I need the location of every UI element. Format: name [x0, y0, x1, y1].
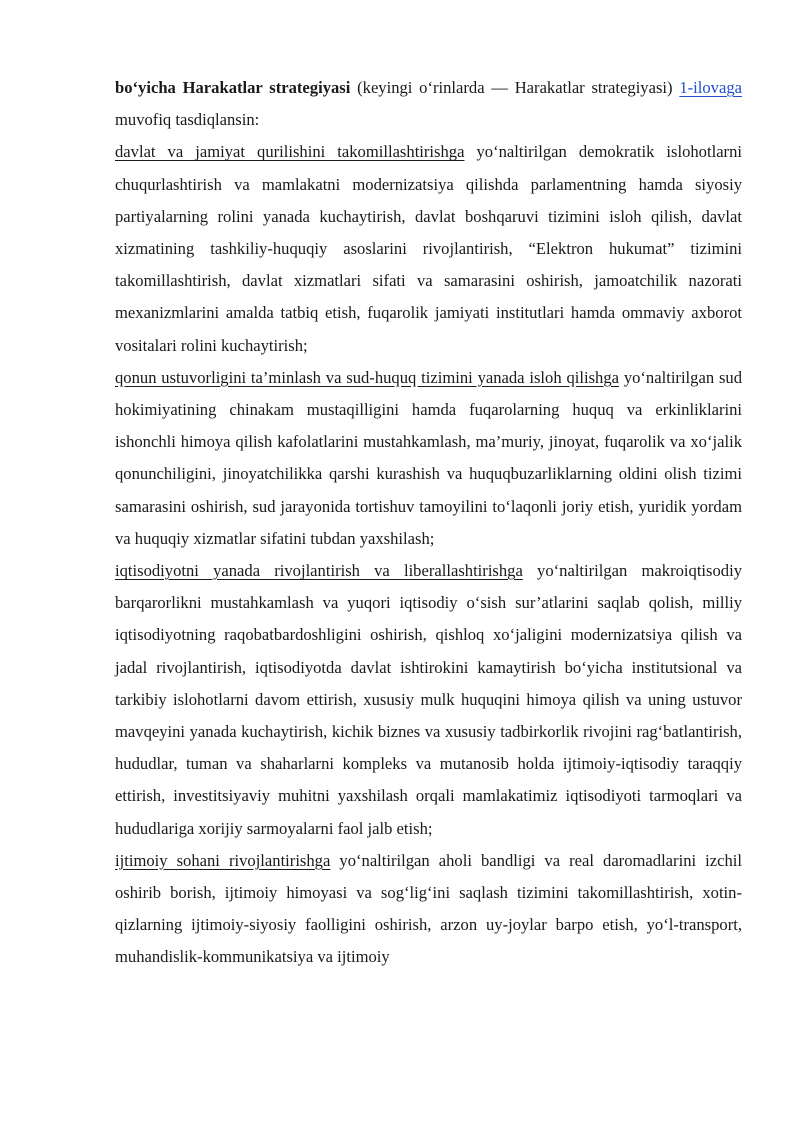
- priority-title: davlat va jamiyat qurilishini takomillashtirishga: [115, 142, 465, 162]
- priority-title: iqtisodiyotni yanada rivojlantirish va liberallashtirishga: [115, 561, 523, 581]
- priority-title: qonun ustuvorligini ta’minlash va sud-huquq tizimini yanada isloh qilishga: [115, 367, 619, 387]
- priority-item-2: [115, 362, 742, 555]
- intro-text-end: muvofiq tasdiqlansin:: [115, 110, 260, 130]
- priority-text: yo‘naltirilgan aholi bandligi va real daromadlarini izchil oshirib borish, ijtimoiy himoyasi va sog‘lig‘ini saqlash tizimini takomillashtirish, xotin-qizlarning ijtimoiy-siyosiy faolligini oshirish, arzon uy-joylar barpo etish, yo‘l-transport, muhandislik-kommunikatsiya va ijtimoiy: [115, 850, 742, 967]
- priority-item-3: [115, 555, 742, 845]
- priority-title: ijtimoiy sohani rivojlantirishga: [115, 850, 331, 870]
- priority-item-1: [115, 136, 742, 361]
- priority-text: yo‘naltirilgan demokratik islohotlarni chuqurlashtirish va mamlakatni modernizatsiya qilishda parlamentning hamda siyosiy partiyalarning rolini yanada kuchaytirish, davlat boshqaruvi tizimini isloh qilish, davlat xizmatining tashkiliy-huquqiy asoslarini rivojlantirish, “Elektron hukumat” tizimini takomillashtirish, davlat xizmatlari sifati va samarasini oshirish, jamoatchilik nazorati mexanizmlarini amalda tatbiq etish, fuqarolik jamiyati institutlari hamda ommaviy axborot vositalari rolini kuchaytirish;: [115, 142, 742, 355]
- strategy-title: bo‘yicha Harakatlar strategiyasi: [115, 78, 351, 97]
- document-body: [115, 72, 742, 974]
- annex-link[interactable]: 1-ilovaga: [679, 78, 742, 97]
- intro-text: (keyingi o‘rinlarda — Harakatlar strategiyasi): [350, 78, 680, 97]
- priority-item-4: [115, 845, 742, 974]
- priority-text: yo‘naltirilgan sud hokimiyatining chinakam mustaqilligini hamda fuqarolarning huquq va erkinliklarini ishonchli himoya qilish kafolatlarini mustahkamlash, ma’muriy, jinoyat, fuqarolik va xo‘jalik qonunchiligini, jinoyatchilikka qarshi kurashish va huquqbuzarliklarning oldini olish tizimi samarasini oshirish, sud jarayonida tortishuv tamoyilini to‘laqonli joriy etish, yuridik yordam va huquqiy xizmatlar sifatini tubdan yaxshilash;: [115, 367, 742, 548]
- intro-paragraph: [115, 72, 742, 136]
- priority-text: yo‘naltirilgan makroiqtisodiy barqarorlikni mustahkamlash va yuqori iqtisodiy o‘sish sur’atlarini saqlab qolish, milliy iqtisodiyotning raqobatbardoshligini oshirish, qishloq xo‘jaligini modernizatsiya qilish va jadal rivojlantirish, iqtisodiyotda davlat ishtirokini kamaytirish bo‘yicha institutsional va tarkibiy islohotlarni davom ettirish, xususiy mulk huquqini himoya qilish va uning ustuvor mavqeyini yanada kuchaytirish, kichik biznes va xususiy tadbirkorlik rivojini rag‘batlantirish, hududlar, tuman va shaharlarni kompleks va mutanosib holda ijtimoiy-iqtisodiy taraqqiy ettirish, investitsiyaviy muhitni yaxshilash orqali mamlakatimiz iqtisodiyoti tarmoqlari va hududlariga xorijiy sarmoyalarni faol jalb etish;: [115, 561, 742, 838]
